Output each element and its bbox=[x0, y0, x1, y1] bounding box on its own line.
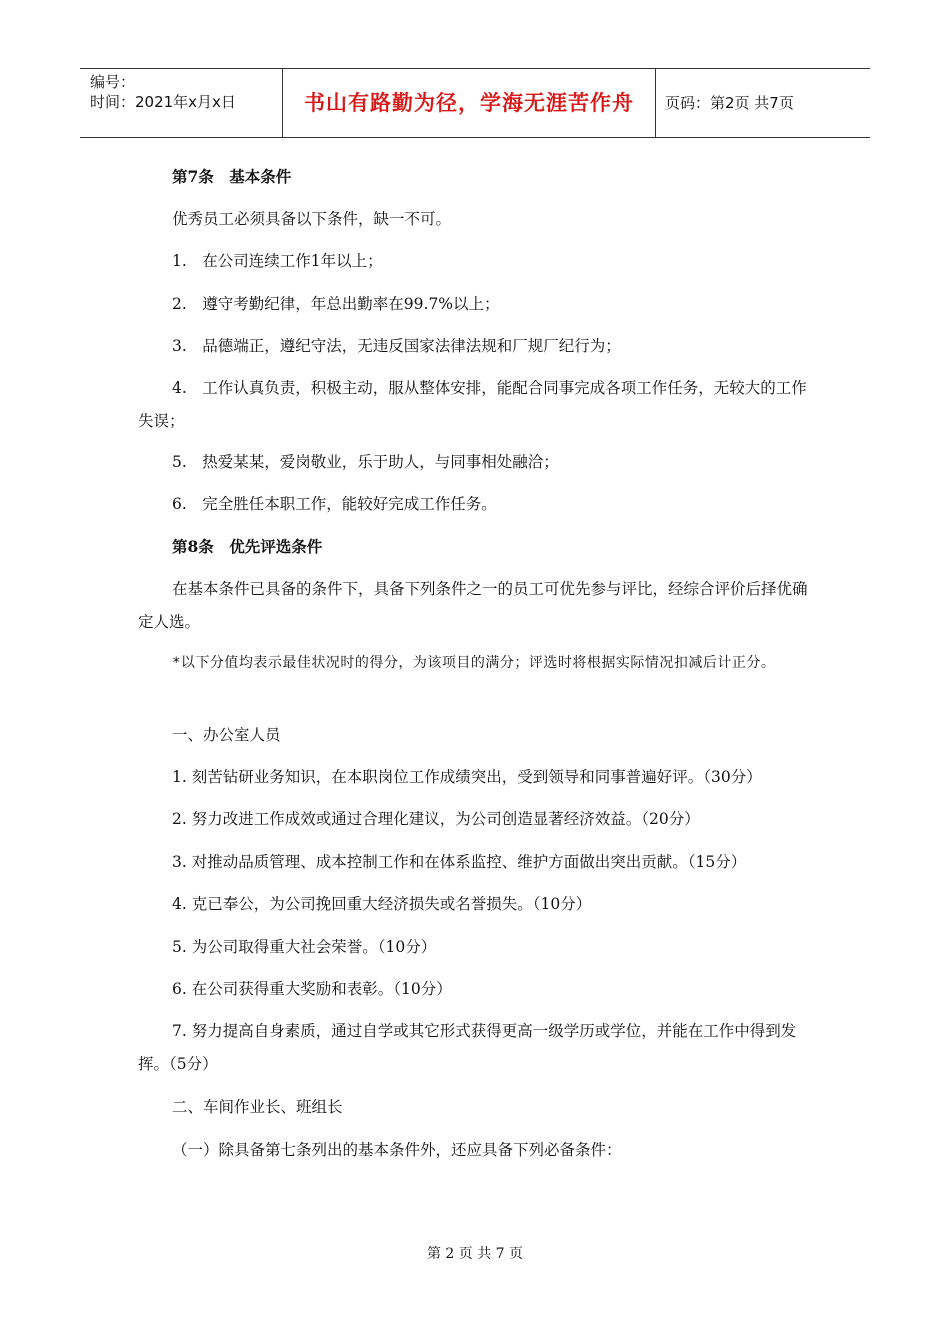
section-1-item: 1. 刻苦钻研业务知识，在本职岗位工作成绩突出，受到领导和同事普遍好评。（30分） bbox=[172, 768, 762, 786]
section-1-item: 5. 为公司取得重大社会荣誉。（10分） bbox=[172, 938, 437, 956]
serial-label: 编号： bbox=[90, 73, 136, 91]
section-1-item: 2. 努力改进工作成效或通过合理化建议，为公司创造显著经济效益。（20分） bbox=[172, 810, 700, 828]
article-7-title: 第7条 基本条件 bbox=[172, 167, 292, 186]
section-1-item: 3. 对推动品质管理、成本控制工作和在体系监控、维护方面做出突出贡献。（15分） bbox=[172, 853, 747, 871]
section-1-title: 一、办公室人员 bbox=[172, 726, 281, 744]
section-2-title: 二、车间作业长、班组长 bbox=[172, 1098, 343, 1116]
section-1-item: 7. 努力提高自身素质，通过自学或其它形式获得更高一级学历或学位，并能在工作中得到发挥。（5分） bbox=[138, 1022, 797, 1073]
header-motto: 书山有路勤为径，学海无涯苦作舟 bbox=[282, 69, 656, 137]
article-7-item: 1. 在公司连续工作1年以上； bbox=[172, 252, 383, 270]
article-7-item: 2. 遵守考勤纪律，年总出勤率在99.7%以上； bbox=[172, 295, 500, 313]
page-header bbox=[80, 68, 870, 138]
page-footer: 第 2 页 共 7 页 bbox=[426, 1246, 524, 1262]
article-8-intro: 在基本条件已具备的条件下，具备下列条件之一的员工可优先参与评比，经综合评价后择优确定人选。 bbox=[138, 580, 808, 631]
date-label: 时间：2021年x月x日 bbox=[90, 93, 236, 111]
article-7-item: 4. 工作认真负责，积极主动，服从整体安排，能配合同事完成各项工作任务，无较大的工作失误； bbox=[138, 379, 807, 430]
section-2-sub: （一）除具备第七条列出的基本条件外，还应具备下列必备条件： bbox=[172, 1141, 622, 1159]
header-page-info: 页码：第2页 共7页 bbox=[665, 94, 794, 112]
article-8-note: *以下分值均表示最佳状况时的得分，为该项目的满分；评选时将根据实际情况扣减后计正分。 bbox=[172, 655, 776, 671]
article-7-item: 6. 完全胜任本职工作，能较好完成工作任务。 bbox=[172, 495, 497, 513]
article-8-title: 第8条 优先评选条件 bbox=[172, 537, 323, 556]
section-1-item: 6. 在公司获得重大奖励和表彰。（10分） bbox=[172, 980, 452, 998]
header-meta bbox=[80, 69, 282, 140]
section-1-item: 4. 克已奉公，为公司挽回重大经济损失或名誉损失。（10分） bbox=[172, 895, 592, 913]
article-7-item: 5. 热爱某某，爱岗敬业，乐于助人，与同事相处融洽； bbox=[172, 453, 559, 471]
article-7-intro: 优秀员工必须具备以下条件，缺一不可。 bbox=[172, 210, 452, 228]
article-7-item: 3. 品德端正，遵纪守法，无违反国家法律法规和厂规厂纪行为； bbox=[172, 337, 621, 355]
